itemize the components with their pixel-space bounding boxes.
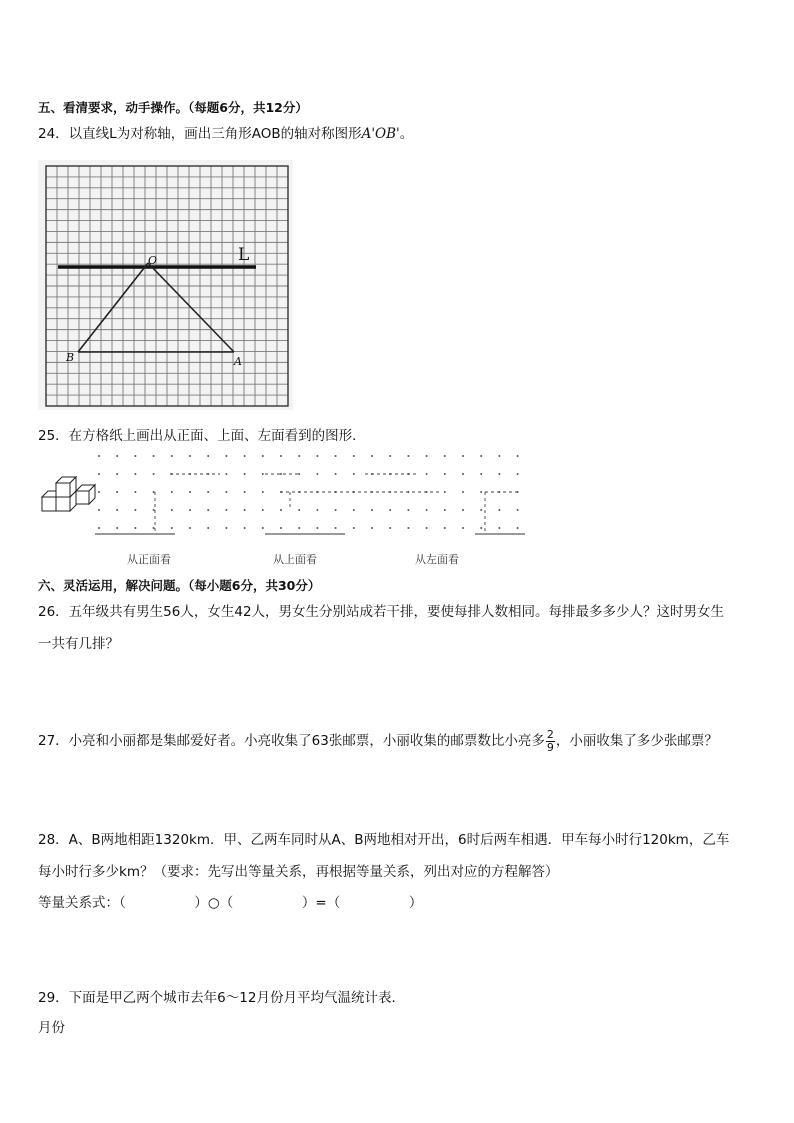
grid-dot [134,491,136,493]
question-24-end: 。 [399,126,414,142]
grid-dot [335,527,337,529]
grid-dot [225,455,227,457]
grid-dot [389,509,391,511]
grid-dot [444,527,446,529]
grid-dot [517,455,519,457]
grid-dot [462,527,464,529]
question-24 [38,124,413,144]
grid-dot [389,527,391,529]
section-5-title: 五、看清要求，动手操作。（每题6分，共12分） [38,100,308,115]
grid-dot [316,473,318,475]
grid-dot [98,527,100,529]
equation-blank-1[interactable]: （ ） [119,895,208,911]
point-label-a: A [234,355,242,368]
question-27 [38,728,718,754]
grid-dot [171,527,173,529]
grid-dot [134,509,136,511]
grid-dot [353,509,355,511]
grid-dot [116,527,118,529]
grid-dot [426,473,428,475]
grid-dot [480,455,482,457]
grid-dot [353,473,355,475]
equation-operator-2: = [315,895,327,911]
caption-top-view: 从上面看 [273,553,317,566]
equation-blank-3[interactable]: （ ） [326,895,423,911]
q25-dot-grid [95,452,535,544]
section-6-title: 六、灵活运用，解决问题。（每小题6分，共30分） [38,578,321,593]
grid-dot [153,491,155,493]
grid-dot [371,527,373,529]
grid-dot [298,473,300,475]
question-26-line-1: 26．五年级共有男生56人，女生42人，男女生分别站成若干排，要使每排人数相同。每排最多多少人？这时男女生 [38,604,725,620]
grid-dot [153,455,155,457]
grid-dot [444,455,446,457]
fraction-two-ninths: $\frac{2}{9}$ [546,727,554,754]
grid-dot [462,473,464,475]
grid-dot [98,455,100,457]
grid-dot [134,473,136,475]
grid-dot [225,527,227,529]
grid-dot [389,455,391,457]
grid-dot [262,509,264,511]
grid-dot [353,455,355,457]
q24-grid-figure [38,160,293,410]
grid-dot [116,455,118,457]
grid-dot [171,491,173,493]
grid-dot [480,473,482,475]
grid-dot [426,455,428,457]
grid-dot [207,527,209,529]
grid-dot [225,491,227,493]
grid-dot [262,473,264,475]
grid-dot [262,527,264,529]
grid-dot [498,509,500,511]
grid-dot [171,455,173,457]
faint-sketch-lines [155,474,520,532]
equation-label: 等量关系式： [38,895,119,911]
grid-dot [480,527,482,529]
grid-dot [189,455,191,457]
grid-dot [444,473,446,475]
axis-label-l: L [238,245,250,265]
grid-dot [462,491,464,493]
equation-line [38,893,422,913]
grid-dot [407,509,409,511]
grid-dot [244,527,246,529]
grid-dot [134,527,136,529]
grid-dot [298,527,300,529]
grid-dot [498,527,500,529]
grid-dot [153,527,155,529]
grid-dot [480,491,482,493]
grid-dot [98,473,100,475]
question-29-text: 29．下面是甲乙两个城市去年6～12月份月平均气温统计表． [38,990,405,1006]
grid-dot [244,491,246,493]
grid-dot [189,509,191,511]
grid-dot [407,527,409,529]
grid-dot [134,455,136,457]
grid-dot [444,509,446,511]
grid-dot [316,527,318,529]
grid-dot [480,509,482,511]
grid-dot [207,455,209,457]
question-24-text: 24．以直线L为对称轴，画出三角形AOB的轴对称图形 [38,126,362,142]
grid-dot [116,491,118,493]
question-25-text: 25．在方格纸上画出从正面、上面、左面看到的图形． [38,428,366,444]
grid-dot [426,509,428,511]
grid-dot [280,527,282,529]
question-28-line-1: 28．A、B两地相距1320km．甲、乙两车同时从A、B两地相对开出，6时后两车相遇．甲车每小时行120km，乙车 [38,832,730,848]
grid-dot [517,473,519,475]
grid-dot [189,491,191,493]
grid-dot [98,491,100,493]
grid-dot [262,455,264,457]
grid-dot [116,509,118,511]
grid-dot [225,473,227,475]
grid-dot [517,527,519,529]
question-24-math: A'OB' [361,126,400,142]
grid-dot [517,509,519,511]
grid-dot [98,509,100,511]
grid-dot [353,527,355,529]
grid-dot [371,509,373,511]
grid-dot [116,473,118,475]
grid-dot [426,527,428,529]
grid-dot [316,509,318,511]
grid-dot [462,455,464,457]
question-29-month-label: 月份 [38,1020,65,1036]
grid-dot [280,473,282,475]
grid-dot [498,455,500,457]
grid-dot [280,455,282,457]
grid-dot [335,509,337,511]
grid-dot [171,509,173,511]
grid-dot [498,473,500,475]
grid-dot [153,509,155,511]
grid-dot [316,455,318,457]
grid-dot [244,455,246,457]
grid-dot [462,509,464,511]
equation-operator-1: ○ [207,895,220,911]
grid-dot [189,527,191,529]
question-27-after: ，小丽收集了多少张邮票？ [555,733,718,749]
point-label-b: B [66,351,75,364]
grid-dot [262,491,264,493]
caption-front-view: 从正面看 [127,553,171,566]
grid-dot [207,509,209,511]
equation-blank-2[interactable]: （ ） [219,895,316,911]
grid-dot [298,455,300,457]
question-28-line-2: 每小时行多少km？（要求：先写出等量关系，再根据等量关系，列出对应的方程解答） [38,864,559,880]
grid-dot [153,473,155,475]
grid-dot [225,509,227,511]
grid-dot [407,455,409,457]
question-26-line-2: 一共有几排？ [38,636,119,652]
grid-dot [371,455,373,457]
grid-dot [335,473,337,475]
question-27-before: 27．小亮和小丽都是集邮爱好者。小亮收集了63张邮票，小丽收集的邮票数比小亮多 [38,733,545,749]
grid-dot [335,455,337,457]
grid-dot [280,509,282,511]
grid-dot [244,473,246,475]
grid-dot [444,491,446,493]
dot-grid-points [98,455,519,529]
grid-dot [207,491,209,493]
grid-dot [244,509,246,511]
q25-cube-figure [40,470,100,520]
point-label-o: O [148,254,158,267]
grid-dot [298,509,300,511]
caption-left-view: 从左面看 [415,553,459,566]
